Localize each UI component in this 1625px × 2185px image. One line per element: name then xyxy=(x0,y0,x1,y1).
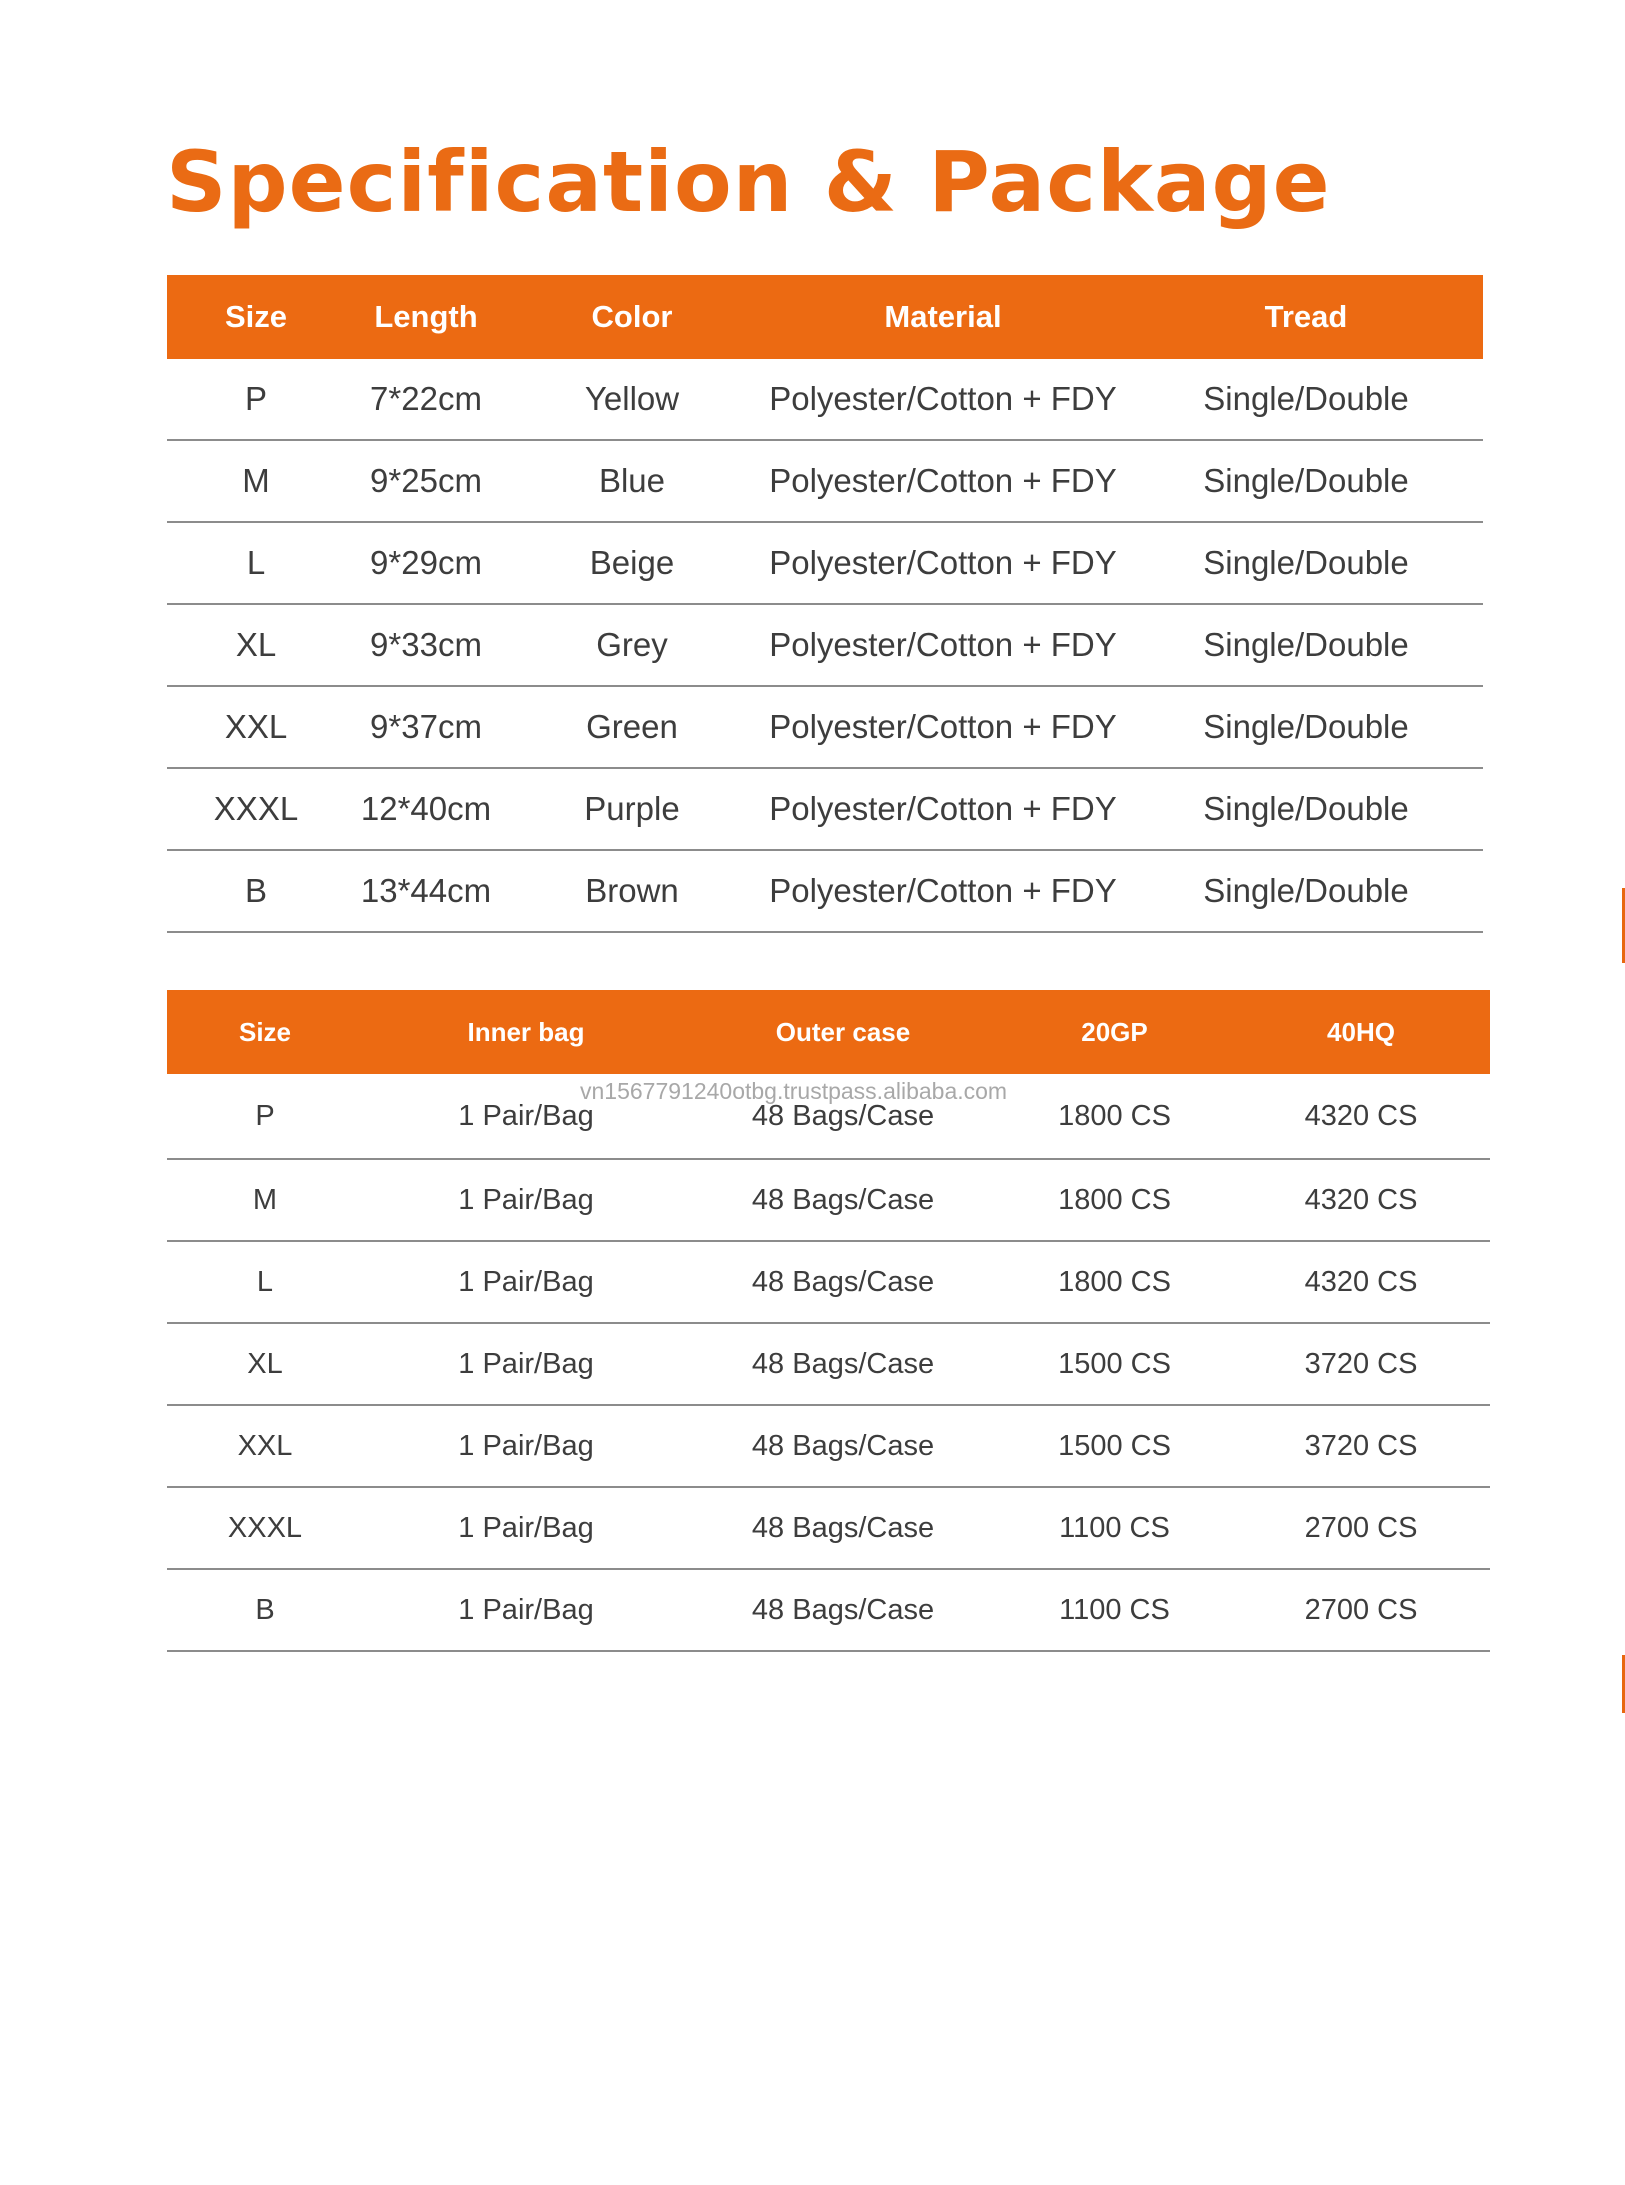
cell-inner-bag: 1 Pair/Bag xyxy=(363,1569,689,1651)
cell-outer-case: 48 Bags/Case xyxy=(689,1074,997,1159)
cell-40hq: 4320 CS xyxy=(1232,1074,1490,1159)
header-material: Material xyxy=(757,275,1129,359)
cell-tread: Single/Double xyxy=(1129,522,1483,604)
cell-40hq: 3720 CS xyxy=(1232,1405,1490,1487)
cell-inner-bag: 1 Pair/Bag xyxy=(363,1487,689,1569)
header-size: Size xyxy=(167,990,363,1074)
cell-size: XXXL xyxy=(167,768,345,850)
cell-length: 7*22cm xyxy=(345,359,507,440)
cell-size: XXXL xyxy=(167,1487,363,1569)
cell-tread: Single/Double xyxy=(1129,686,1483,768)
cell-material: Polyester/Cotton + FDY xyxy=(757,768,1129,850)
cell-outer-case: 48 Bags/Case xyxy=(689,1405,997,1487)
table-row xyxy=(167,1159,1490,1241)
cell-size: B xyxy=(167,850,345,932)
cell-outer-case: 48 Bags/Case xyxy=(689,1487,997,1569)
cell-length: 9*29cm xyxy=(345,522,507,604)
header-size: Size xyxy=(167,275,345,359)
cell-tread: Single/Double xyxy=(1129,850,1483,932)
header-tread: Tread xyxy=(1129,275,1483,359)
cell-outer-case: 48 Bags/Case xyxy=(689,1569,997,1651)
cell-color: Purple xyxy=(507,768,757,850)
cell-40hq: 4320 CS xyxy=(1232,1159,1490,1241)
cell-20gp: 1800 CS xyxy=(997,1241,1232,1323)
cell-size: XL xyxy=(167,604,345,686)
cell-size: L xyxy=(167,1241,363,1323)
cell-color: Green xyxy=(507,686,757,768)
table-row xyxy=(167,522,1483,604)
cell-inner-bag: 1 Pair/Bag xyxy=(363,1323,689,1405)
cell-20gp: 1800 CS xyxy=(997,1159,1232,1241)
table-row xyxy=(167,359,1483,440)
cell-outer-case: 48 Bags/Case xyxy=(689,1159,997,1241)
cell-size: P xyxy=(167,359,345,440)
specification-table xyxy=(167,275,1483,933)
cell-tread: Single/Double xyxy=(1129,768,1483,850)
table-row xyxy=(167,686,1483,768)
cell-tread: Single/Double xyxy=(1129,604,1483,686)
table-row xyxy=(167,768,1483,850)
cell-length: 12*40cm xyxy=(345,768,507,850)
cell-size: M xyxy=(167,1159,363,1241)
cell-length: 9*37cm xyxy=(345,686,507,768)
cell-material: Polyester/Cotton + FDY xyxy=(757,440,1129,522)
cell-material: Polyester/Cotton + FDY xyxy=(757,604,1129,686)
cell-20gp: 1800 CS xyxy=(997,1074,1232,1159)
cell-outer-case: 48 Bags/Case xyxy=(689,1323,997,1405)
table-row xyxy=(167,1405,1490,1487)
header-length: Length xyxy=(345,275,507,359)
cell-40hq: 4320 CS xyxy=(1232,1241,1490,1323)
cell-inner-bag: 1 Pair/Bag xyxy=(363,1405,689,1487)
cell-outer-case: 48 Bags/Case xyxy=(689,1241,997,1323)
cell-length: 13*44cm xyxy=(345,850,507,932)
cell-length: 9*33cm xyxy=(345,604,507,686)
table-row xyxy=(167,604,1483,686)
cell-40hq: 3720 CS xyxy=(1232,1323,1490,1405)
header-outer-case: Outer case xyxy=(689,990,997,1074)
cell-size: P xyxy=(167,1074,363,1159)
header-40hq: 40HQ xyxy=(1232,990,1490,1074)
table-row xyxy=(167,1569,1490,1651)
table-header-row xyxy=(167,990,1490,1074)
cell-inner-bag: 1 Pair/Bag xyxy=(363,1241,689,1323)
header-20gp: 20GP xyxy=(997,990,1232,1074)
cell-material: Polyester/Cotton + FDY xyxy=(757,522,1129,604)
cell-size: B xyxy=(167,1569,363,1651)
cell-color: Beige xyxy=(507,522,757,604)
cell-20gp: 1100 CS xyxy=(997,1487,1232,1569)
cell-size: XL xyxy=(167,1323,363,1405)
cell-20gp: 1500 CS xyxy=(997,1405,1232,1487)
cell-material: Polyester/Cotton + FDY xyxy=(757,359,1129,440)
cell-color: Brown xyxy=(507,850,757,932)
cell-size: L xyxy=(167,522,345,604)
cell-40hq: 2700 CS xyxy=(1232,1487,1490,1569)
page-title: Specification & Package xyxy=(166,133,1331,231)
cell-inner-bag: 1 Pair/Bag xyxy=(363,1159,689,1241)
table-row xyxy=(167,850,1483,932)
table-row xyxy=(167,1241,1490,1323)
cell-color: Blue xyxy=(507,440,757,522)
cell-color: Yellow xyxy=(507,359,757,440)
watermark-text: vn1567791240otbg.trustpass.alibaba.com xyxy=(580,1078,1008,1104)
cell-color: Grey xyxy=(507,604,757,686)
cell-tread: Single/Double xyxy=(1129,440,1483,522)
table-row xyxy=(167,440,1483,522)
cell-size: M xyxy=(167,440,345,522)
cell-tread: Single/Double xyxy=(1129,359,1483,440)
cell-20gp: 1500 CS xyxy=(997,1323,1232,1405)
cell-material: Polyester/Cotton + FDY xyxy=(757,850,1129,932)
cell-40hq: 2700 CS xyxy=(1232,1569,1490,1651)
cell-length: 9*25cm xyxy=(345,440,507,522)
cell-20gp: 1100 CS xyxy=(997,1569,1232,1651)
table-row xyxy=(167,1487,1490,1569)
header-color: Color xyxy=(507,275,757,359)
table-header-row xyxy=(167,275,1483,359)
header-inner-bag: Inner bag xyxy=(363,990,689,1074)
cell-material: Polyester/Cotton + FDY xyxy=(757,686,1129,768)
table-row xyxy=(167,1323,1490,1405)
cell-size: XXL xyxy=(167,1405,363,1487)
cell-size: XXL xyxy=(167,686,345,768)
cell-inner-bag: 1 Pair/Bag xyxy=(363,1074,689,1159)
